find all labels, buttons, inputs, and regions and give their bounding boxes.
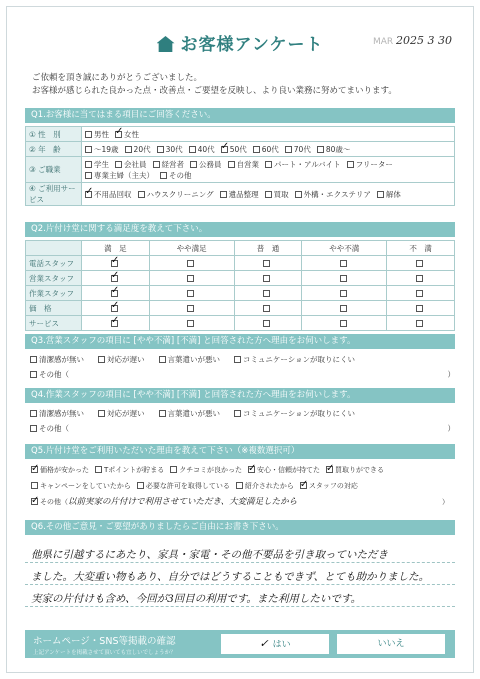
q2-rating-checkbox[interactable]	[111, 320, 118, 327]
q5-other-handwritten: 以前実家の片付けで利用させていただき、大変満足したから	[68, 497, 298, 507]
q5-option[interactable]: 必要な許可を取得している	[137, 478, 230, 494]
checkbox[interactable]	[265, 191, 272, 198]
checkbox[interactable]	[98, 410, 105, 417]
q1-option[interactable]: フリーター	[347, 159, 393, 170]
checkbox[interactable]	[31, 466, 38, 473]
q1-option[interactable]: 80歳～	[317, 144, 351, 155]
q2-rating-checkbox[interactable]	[187, 320, 194, 327]
consent-note: 上記アンケートを掲載させて頂いても宜しいでしょうか？	[33, 650, 176, 656]
q2-row-label: 電話スタッフ	[26, 256, 82, 271]
q2-row-label: サービス	[26, 316, 82, 331]
checkbox[interactable]	[85, 191, 92, 198]
q1-option[interactable]: 20代	[125, 144, 151, 155]
checkbox[interactable]	[30, 356, 37, 363]
q2-table	[25, 240, 455, 331]
checkbox[interactable]	[265, 161, 272, 168]
checkbox[interactable]	[95, 466, 102, 473]
q2-rating-checkbox[interactable]	[416, 275, 423, 282]
q2-rating-checkbox[interactable]	[416, 260, 423, 267]
q4-option[interactable]: 対応が遅い	[98, 406, 145, 421]
q1-option[interactable]: パート・アルバイト	[265, 159, 341, 170]
q4-other-checkbox[interactable]	[30, 425, 37, 432]
q3-title: Q3.営業スタッフの項目に [やや不満] [不満] と回答された方へ理由をお伺いします。	[25, 334, 455, 349]
checkbox[interactable]	[85, 161, 92, 168]
q5-options: ✓価格が安かった Tポイントが貯まる クチコミが良かった✓ 安心・信頼が持てた✓ 買取りができる キャンペーンをしていたから 必要な許可を取得している 紹介されたから✓ スタッフの対応 ✓その他（以前実家の片付けで利用させていただき、大変満足したから ）	[25, 462, 455, 510]
checkbox[interactable]	[153, 161, 160, 168]
checkbox[interactable]	[98, 356, 105, 363]
q2-row-label: 営業スタッフ	[26, 271, 82, 286]
page-title: お客様アンケート	[0, 30, 480, 55]
q1-option[interactable]: 遺品整理	[220, 189, 259, 200]
q2-rating-checkbox[interactable]	[187, 290, 194, 297]
q1-option[interactable]: ✓ 50代	[221, 144, 247, 155]
q3-options: 清潔感が無い 対応が遅い 言葉遣いが悪い コミュニケーションが取りにくい その他（ ）	[30, 352, 455, 382]
q1-option[interactable]: ～19歳	[85, 144, 119, 155]
q2-column-header: やや満足	[149, 241, 234, 256]
q2-row-label: 作業スタッフ	[26, 286, 82, 301]
checkbox[interactable]	[220, 191, 227, 198]
consent-title: ホームページ・SNS等掲載の確認	[33, 636, 176, 647]
checkbox[interactable]	[248, 466, 255, 473]
q1-row-label: ④ ご利用サービス	[26, 183, 82, 206]
q4-title: Q4.作業スタッフの項目に [やや不満] [不満] と回答された方へ理由をお伺いします。	[25, 388, 455, 403]
q2-rating-checkbox[interactable]	[416, 305, 423, 312]
checkbox[interactable]	[300, 482, 307, 489]
q5-option[interactable]: 紹介されたから	[236, 478, 294, 494]
q2-column-header: 不 満	[387, 241, 455, 256]
q1-option[interactable]: 買取	[265, 189, 289, 200]
checkbox[interactable]	[159, 410, 166, 417]
q3-option[interactable]: 清潔感が無い	[30, 352, 84, 367]
q3-option[interactable]: 言葉遣いが悪い	[159, 352, 221, 367]
checkbox[interactable]	[125, 146, 132, 153]
q1-row-label: ② 年 齢	[26, 142, 82, 157]
q1-row	[26, 183, 455, 206]
q1-option[interactable]: 外構・エクステリア	[295, 189, 371, 200]
checkbox[interactable]	[234, 356, 241, 363]
q1-row	[26, 157, 455, 183]
q2-title: Q2.片付け堂に関する満足度を教えて下さい。	[25, 222, 455, 237]
checkbox[interactable]	[160, 172, 167, 179]
checkbox[interactable]	[326, 466, 333, 473]
checkbox[interactable]	[190, 161, 197, 168]
q2-column-header: やや不満	[302, 241, 387, 256]
checkbox[interactable]	[170, 466, 177, 473]
q5-option[interactable]: キャンペーンをしていたから	[31, 478, 131, 494]
q2-rating-checkbox[interactable]	[263, 305, 270, 312]
q1-row	[26, 142, 455, 157]
intro-text: ご依頼を頂き誠にありがとうございました。 お客様が感じられた良かった点・改善点・ご要望を反映し、より良い業務に努めてまいります。	[32, 73, 397, 96]
checkbox[interactable]	[317, 146, 324, 153]
house-icon	[157, 36, 175, 52]
q2-rating-checkbox[interactable]	[416, 290, 423, 297]
q2-rating-checkbox[interactable]	[187, 305, 194, 312]
checkbox[interactable]	[253, 146, 260, 153]
q1-option[interactable]: 70代	[285, 144, 311, 155]
q2-rating-checkbox[interactable]	[416, 320, 423, 327]
q2-row-label: 価 格	[26, 301, 82, 316]
q1-option[interactable]: 専業主婦（主夫）	[85, 170, 154, 181]
q2-rating-checkbox[interactable]	[111, 260, 118, 267]
checkbox[interactable]	[85, 146, 92, 153]
q4-option[interactable]: 清潔感が無い	[30, 406, 84, 421]
q1-option[interactable]: 自営業	[228, 159, 260, 170]
q5-option[interactable]: ✓ 買取りができる	[326, 462, 384, 478]
q2-rating-checkbox[interactable]	[187, 260, 194, 267]
q2-row	[26, 316, 455, 331]
q2-column-header: 普 通	[234, 241, 302, 256]
checkbox[interactable]	[30, 410, 37, 417]
q4-option[interactable]: コミュニケーションが取りにくい	[234, 406, 355, 421]
q6-comment-line-2: ました。大変重い物もあり、自分ではどうすることもできず、とても助かりました。	[31, 571, 430, 583]
q3-other-checkbox[interactable]	[30, 371, 37, 378]
q6-comment-area	[25, 542, 455, 612]
q2-rating-checkbox[interactable]	[111, 275, 118, 282]
q2-row	[26, 286, 455, 301]
checkbox[interactable]	[159, 356, 166, 363]
check-mark-icon: ✓	[259, 637, 269, 650]
date-stamp: MAR 2025 3 30	[372, 34, 452, 47]
checkbox[interactable]	[377, 191, 384, 198]
checkbox[interactable]	[295, 191, 302, 198]
q5-option[interactable]: ✓ 安心・信頼が持てた	[248, 462, 320, 478]
date-handwritten: 2025 3 30	[396, 34, 452, 47]
checkbox[interactable]	[85, 172, 92, 179]
q5-other-checkbox[interactable]	[31, 498, 38, 505]
checkbox[interactable]	[138, 191, 145, 198]
q5-title: Q5.片付け堂をご利用いただいた理由を教えて下さい（※複数選択可）	[25, 444, 455, 459]
q1-option[interactable]: 60代	[253, 144, 279, 155]
checkbox[interactable]	[228, 161, 235, 168]
q6-comment-line-1: 他県に引越するにあたり、家具・家電・その他不要品を引き取っていただき	[31, 549, 388, 561]
checkbox[interactable]	[137, 482, 144, 489]
q2-rating-checkbox[interactable]	[111, 290, 118, 297]
q1-option[interactable]: 40代	[189, 144, 215, 155]
q5-option[interactable]: Tポイントが貯まる	[95, 462, 164, 478]
q1-option[interactable]: 解体	[377, 189, 401, 200]
publish-consent	[25, 630, 455, 658]
q4-options: 清潔感が無い 対応が遅い 言葉遣いが悪い コミュニケーションが取りにくい その他（ ）	[30, 406, 455, 436]
q2-rating-checkbox[interactable]	[340, 290, 347, 297]
checkbox[interactable]	[221, 146, 228, 153]
q1-option[interactable]: 30代	[157, 144, 183, 155]
q1-option[interactable]: 男性	[85, 129, 109, 140]
checkbox[interactable]	[157, 146, 164, 153]
q3-option[interactable]: コミュニケーションが取りにくい	[234, 352, 355, 367]
checkbox[interactable]	[85, 131, 92, 138]
q2-rating-checkbox[interactable]	[263, 290, 270, 297]
q2-rating-checkbox[interactable]	[187, 275, 194, 282]
consent-no-option[interactable]: いいえ	[337, 634, 445, 654]
consent-yes-option[interactable]: ✓ はい	[221, 634, 329, 654]
checkbox[interactable]	[234, 410, 241, 417]
checkbox[interactable]	[285, 146, 292, 153]
q5-option[interactable]: ✓価格が安かった	[31, 462, 89, 478]
q6-comment-line-3: 実家の片付けも含め、今回が3回目の利用です。また利用したいです。	[31, 593, 362, 605]
q2-row	[26, 256, 455, 271]
q2-rating-checkbox[interactable]	[340, 260, 347, 267]
q4-option[interactable]: 言葉遣いが悪い	[159, 406, 221, 421]
q1-option[interactable]: 会社員	[115, 159, 147, 170]
checkbox[interactable]	[115, 161, 122, 168]
checkbox[interactable]	[31, 482, 38, 489]
q1-table	[25, 126, 455, 206]
q3-option[interactable]: 対応が遅い	[98, 352, 145, 367]
q1-row	[26, 127, 455, 142]
q2-rating-checkbox[interactable]	[340, 275, 347, 282]
q2-row	[26, 301, 455, 316]
q2-column-header: 満 足	[82, 241, 150, 256]
q1-option[interactable]: その他	[160, 170, 192, 181]
q2-row	[26, 271, 455, 286]
q1-title: Q1.お客様に当てはまる項目にご回答ください。	[25, 108, 455, 123]
q2-rating-checkbox[interactable]	[340, 305, 347, 312]
q5-option[interactable]: クチコミが良かった	[170, 462, 242, 478]
q6-title: Q6.その他ご意見・ご要望がありましたらご自由にお書き下さい。	[25, 520, 455, 535]
q2-rating-checkbox[interactable]	[263, 275, 270, 282]
checkbox[interactable]	[347, 161, 354, 168]
q2-rating-checkbox[interactable]	[111, 305, 118, 312]
q1-option[interactable]: ✓不用品回収	[85, 189, 132, 200]
q2-rating-checkbox[interactable]	[340, 320, 347, 327]
q1-option[interactable]: 学生	[85, 159, 109, 170]
checkbox[interactable]	[189, 146, 196, 153]
q5-option[interactable]: ✓ スタッフの対応	[300, 478, 358, 494]
checkbox[interactable]	[115, 131, 122, 138]
q2-rating-checkbox[interactable]	[263, 320, 270, 327]
q1-row-label: ① 性 別	[26, 127, 82, 142]
q2-rating-checkbox[interactable]	[263, 260, 270, 267]
q1-option[interactable]: 公務員	[190, 159, 222, 170]
q1-row-label: ③ ご職業	[26, 157, 82, 183]
q1-option[interactable]: 経営者	[153, 159, 185, 170]
checkbox[interactable]	[236, 482, 243, 489]
q1-option[interactable]: ✓ 女性	[115, 129, 139, 140]
q1-option[interactable]: ハウスクリーニング	[138, 189, 214, 200]
